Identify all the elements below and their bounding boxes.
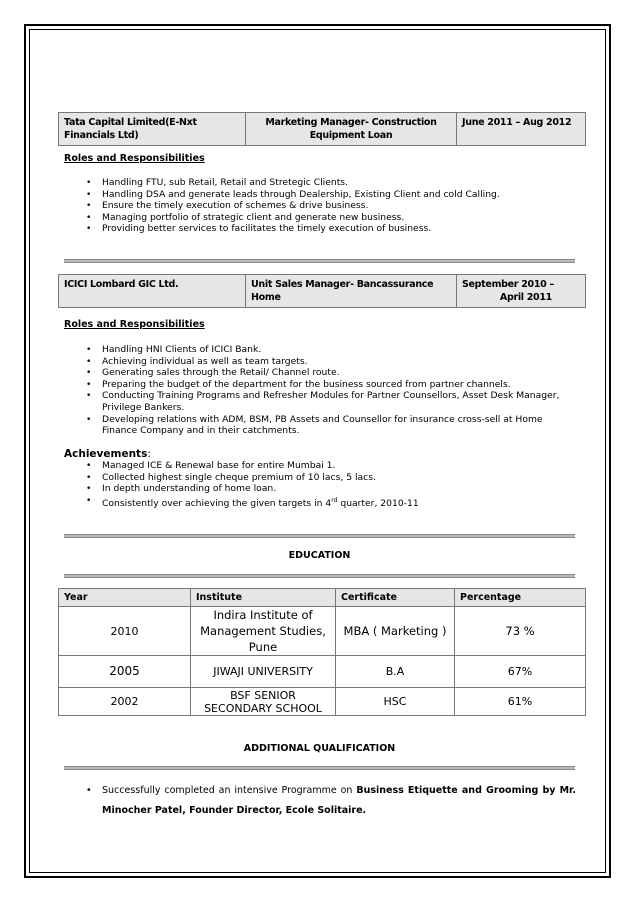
job-designation: Unit Sales Manager- Bancassurance Home xyxy=(246,275,457,308)
list-item: • Managed ICE & Renewal base for entire Mumbai 1. xyxy=(64,460,576,472)
additional-qualification-heading: ADDITIONAL QUALIFICATION xyxy=(243,743,396,754)
list-item: • Ensure the timely execution of schemes & drive business. xyxy=(64,200,576,212)
achievements-heading: Achievements: xyxy=(64,448,151,460)
list-item: • Preparing the budget of the department for the business sourced from partner channels. xyxy=(64,379,576,391)
education-heading: EDUCATION xyxy=(288,550,351,561)
list-item: • Providing better services to facilitates the timely execution of business. xyxy=(64,223,576,235)
cell-certificate: HSC xyxy=(336,688,455,716)
job-designation: Marketing Manager- Construction Equipment Loan xyxy=(246,113,457,146)
section-divider xyxy=(64,766,575,770)
list-item: • Generating sales through the Retail/ Channel route. xyxy=(64,367,576,379)
section-divider xyxy=(64,259,575,263)
list-item: • Handling FTU, sub Retail, Retail and Stretegic Clients. xyxy=(64,177,576,189)
job-table-icici xyxy=(58,274,586,308)
superscript: rd xyxy=(331,496,338,504)
achievement-text-end: quarter, 2010-11 xyxy=(337,497,419,509)
column-header: Percentage xyxy=(455,589,586,607)
list-item: • Handling DSA and generate leads through Dealership, Existing Client and cold Calling. xyxy=(64,189,576,201)
list-item: • Collected highest single cheque premium of 10 lacs, 5 lacs. xyxy=(64,472,576,484)
list-item: • Developing relations with ADM, BSM, PB Assets and Counsellor for insurance cross-sell at Home Finance Company and in their catchments. xyxy=(64,414,576,437)
column-header: Institute xyxy=(191,589,336,607)
job-table-tata xyxy=(58,112,586,146)
cell-percentage: 67% xyxy=(455,656,586,688)
job-period: June 2011 – Aug 2012 xyxy=(457,113,586,146)
list-item: • In depth understanding of home loan. xyxy=(64,483,576,495)
cell-percentage: 73 % xyxy=(455,607,586,656)
job-period-end: April 2011 xyxy=(499,292,552,303)
job-period xyxy=(457,275,586,308)
roles-heading: Roles and Responsibilities xyxy=(64,319,205,330)
additional-text: Successfully completed an intensive Programme on xyxy=(102,785,357,796)
cell-year: 2010 xyxy=(59,607,191,656)
column-header: Certificate xyxy=(336,589,455,607)
job2-roles-list xyxy=(64,344,576,437)
education-table xyxy=(58,588,586,716)
cell-institute: Indira Institute of Management Studies, Pune xyxy=(191,607,336,656)
table-row xyxy=(59,688,586,716)
roles-heading: Roles and Responsibilities xyxy=(64,153,205,164)
cell-institute: BSF SENIOR SECONDARY SCHOOL xyxy=(191,688,336,716)
bullet: • xyxy=(86,785,92,796)
cell-year: 2005 xyxy=(59,656,191,688)
additional-text-bold: Business Etiquette and Grooming by Mr. Minocher Patel, Founder Director, Ecole Solitaire. xyxy=(102,785,576,816)
job1-roles-list xyxy=(64,177,576,235)
cell-year: 2002 xyxy=(59,688,191,716)
job-company: Tata Capital Limited(E-Nxt Financials Ltd) xyxy=(59,113,246,146)
list-item: • Managing portfolio of strategic client and generate new business. xyxy=(64,212,576,224)
cell-certificate: MBA ( Marketing ) xyxy=(336,607,455,656)
list-item: • Achieving individual as well as team targets. xyxy=(64,356,576,368)
achievements-heading-text: Achievements xyxy=(64,448,148,460)
additional-qualification-item xyxy=(64,781,576,821)
list-item: • Conducting Training Programs and Refresher Modules for Partner Counsellors, Asset Desk Manager, Privilege Bankers. xyxy=(64,390,576,413)
achievements-list xyxy=(64,460,576,509)
table-row xyxy=(59,607,586,656)
table-row xyxy=(59,656,586,688)
table-header-row xyxy=(59,589,586,607)
additional-qualification-text xyxy=(64,781,576,821)
list-item: • Handling HNI Clients of ICICI Bank. xyxy=(64,344,576,356)
section-divider xyxy=(64,574,575,578)
achievement-text: Consistently over achieving the given targets in 4 xyxy=(102,497,332,509)
cell-percentage: 61% xyxy=(455,688,586,716)
section-divider xyxy=(64,534,575,538)
list-item xyxy=(64,495,576,510)
job-period-start: September 2010 – xyxy=(462,279,554,290)
cell-institute: JIWAJI UNIVERSITY xyxy=(191,656,336,688)
column-header: Year xyxy=(59,589,191,607)
cell-certificate: B.A xyxy=(336,656,455,688)
job-company: ICICI Lombard GIC Ltd. xyxy=(59,275,246,308)
